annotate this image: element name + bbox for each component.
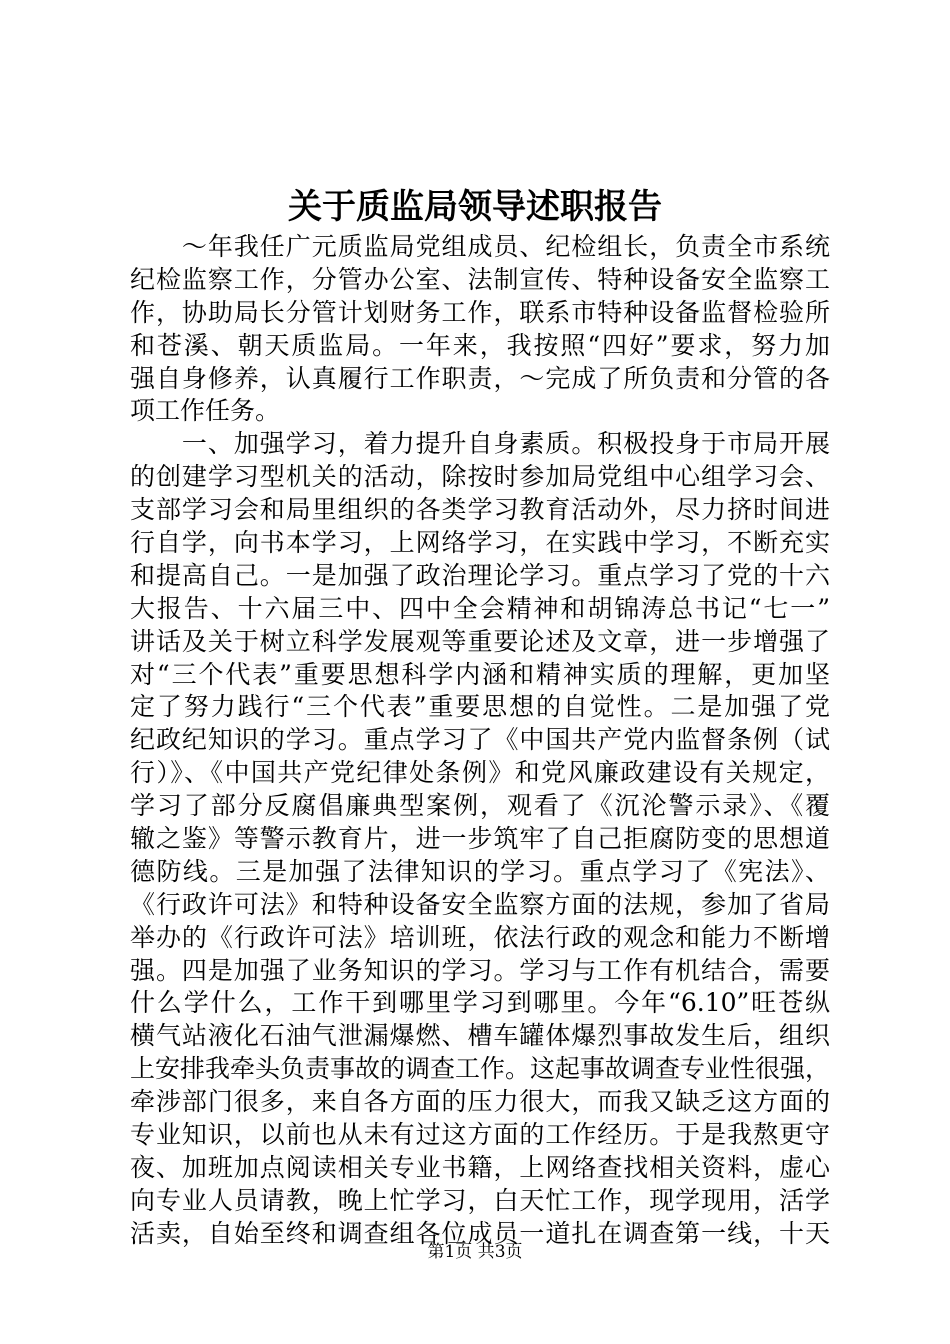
text-line: 纪检监察工作，分管办公室、法制宣传、特种设备安全监察工	[130, 264, 830, 294]
text-line: 纪政纪知识的学习。重点学习了《中国共产党内监督条例（试	[130, 725, 830, 755]
text-line: 讲话及关于树立科学发展观等重要论述及文章，进一步增强了	[130, 626, 830, 656]
text-line: 和苍溪、朝天质监局。一年来，我按照“四好”要求，努力加	[130, 330, 830, 360]
text-line: 大报告、十六届三中、四中全会精神和胡锦涛总书记“七一”	[130, 593, 830, 623]
text-line: 《行政许可法》和特种设备安全监察方面的法规，参加了省局	[130, 889, 830, 919]
text-line: 专业知识，以前也从未有过这方面的工作经历。于是我熬更守	[130, 1120, 830, 1150]
text-line: 的创建学习型机关的活动，除按时参加局党组中心组学习会、	[130, 462, 830, 492]
text-line: 上安排我牵头负责事故的调查工作。这起事故调查专业性很强，	[130, 1054, 831, 1084]
paragraph	[130, 428, 830, 1250]
text-line: ～年我任广元质监局党组成员、纪检组长，负责全市系统	[130, 232, 830, 261]
text-line: 行自学，向书本学习，上网络学习，在实践中学习，不断充实	[130, 528, 830, 558]
text-line: 定了努力践行“三个代表”重要思想的自觉性。二是加强了党	[130, 692, 830, 722]
text-line: 一、加强学习，着力提升自身素质。积极投身于市局开展	[130, 429, 830, 459]
text-line: 支部学习会和局里组织的各类学习教育活动外，尽力挤时间进	[130, 495, 830, 525]
text-line: 项工作任务。	[130, 396, 281, 426]
text-line: 什么学什么，工作干到哪里学习到哪里。今年“6.10”旺苍纵	[130, 988, 830, 1018]
document-title: 关于质监局领导述职报告	[288, 187, 662, 227]
text-line: 强自身修养，认真履行工作职责，～完成了所负责和分管的各	[130, 363, 830, 393]
text-line: 作，协助局长分管计划财务工作，联系市特种设备监督检验所	[130, 297, 830, 327]
page-footer: 第1页 共3页	[427, 1242, 523, 1262]
text-line: 强。四是加强了业务知识的学习。学习与工作有机结合，需要	[130, 955, 830, 985]
text-line: 辙之鉴》等警示教育片，进一步筑牢了自己拒腐防变的思想道	[130, 824, 830, 854]
text-line: 活卖，自始至终和调查组各位成员一道扎在调查第一线，十天	[130, 1218, 830, 1248]
text-line: 牵涉部门很多，来自各方面的压力很大，而我又缺乏这方面的	[130, 1087, 830, 1117]
text-line: 夜、加班加点阅读相关专业书籍，上网络查找相关资料，虚心	[130, 1152, 830, 1182]
text-line: 德防线。三是加强了法律知识的学习。重点学习了《宪法》、	[130, 856, 830, 886]
paragraph	[130, 231, 830, 428]
text-line: 对“三个代表”重要思想科学内涵和精神实质的理解，更加坚	[130, 659, 830, 689]
text-line: 行）》、《中国共产党纪律处条例》和党风廉政建设有关规定，	[130, 758, 830, 788]
text-line: 举办的《行政许可法》培训班，依法行政的观念和能力不断增	[130, 922, 830, 952]
text-line: 向专业人员请教，晚上忙学习，白天忙工作，现学现用，活学	[130, 1185, 830, 1215]
text-line: 学习了部分反腐倡廉典型案例，观看了《沉沦警示录》、《覆	[130, 791, 830, 821]
document-body	[130, 231, 830, 1251]
text-line: 和提高自己。一是加强了政治理论学习。重点学习了党的十六	[130, 560, 830, 590]
text-line: 横气站液化石油气泄漏爆燃、槽车罐体爆烈事故发生后，组织	[130, 1021, 830, 1051]
